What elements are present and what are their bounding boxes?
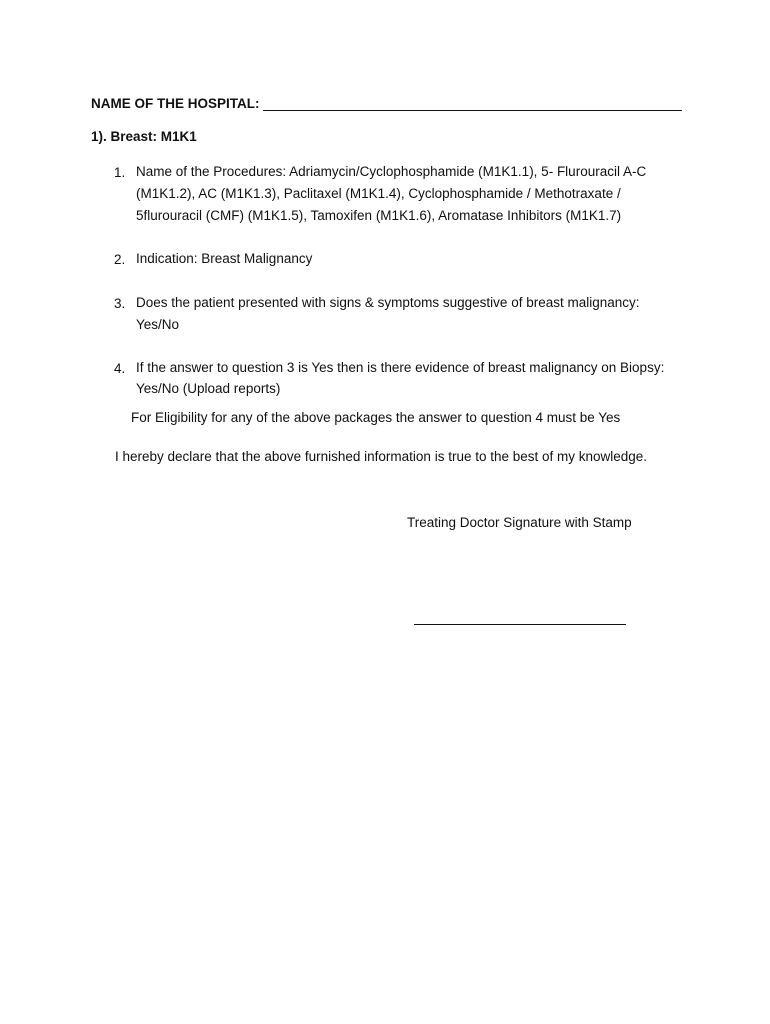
- question-text-line: 5flurouracil (CMF) (M1K1.5), Tamoxifen (M1K1.6), Aromatase Inhibitors (M1K1.7): [136, 208, 622, 223]
- question-text-line: If the answer to question 3 is Yes then is there evidence of breast malignancy on Biopsy:: [136, 360, 665, 375]
- question-text-line: Indication: Breast Malignancy: [136, 251, 313, 266]
- signature-line[interactable]: [414, 624, 626, 625]
- hospital-name-field[interactable]: [263, 94, 682, 111]
- section-title: 1). Breast: M1K1: [91, 129, 197, 144]
- yes-no-upload-option[interactable]: Yes/No (Upload reports): [136, 381, 281, 396]
- question-text-line: Name of the Procedures: Adriamycin/Cyclophosphamide (M1K1.1), 5- Flurouracil A-C: [136, 164, 647, 179]
- question-text-line: (M1K1.2), AC (M1K1.3), Paclitaxel (M1K1.4), Cyclophosphamide / Methotraxate /: [136, 186, 621, 201]
- declaration-text: I hereby declare that the above furnished information is true to the best of my knowledge.: [115, 449, 648, 464]
- hospital-name-row: [91, 94, 682, 111]
- question-number: 3.: [114, 296, 126, 311]
- question-text-line: Does the patient presented with signs & symptoms suggestive of breast malignancy:: [136, 295, 640, 310]
- question-number: 1.: [114, 165, 126, 180]
- question-number: 2.: [114, 252, 126, 267]
- question-number: 4.: [114, 361, 126, 376]
- yes-no-option[interactable]: Yes/No: [136, 317, 180, 332]
- signature-label: Treating Doctor Signature with Stamp: [407, 515, 632, 530]
- eligibility-note: For Eligibility for any of the above packages the answer to question 4 must be Yes: [131, 410, 621, 425]
- hospital-name-label: NAME OF THE HOSPITAL:: [91, 96, 260, 111]
